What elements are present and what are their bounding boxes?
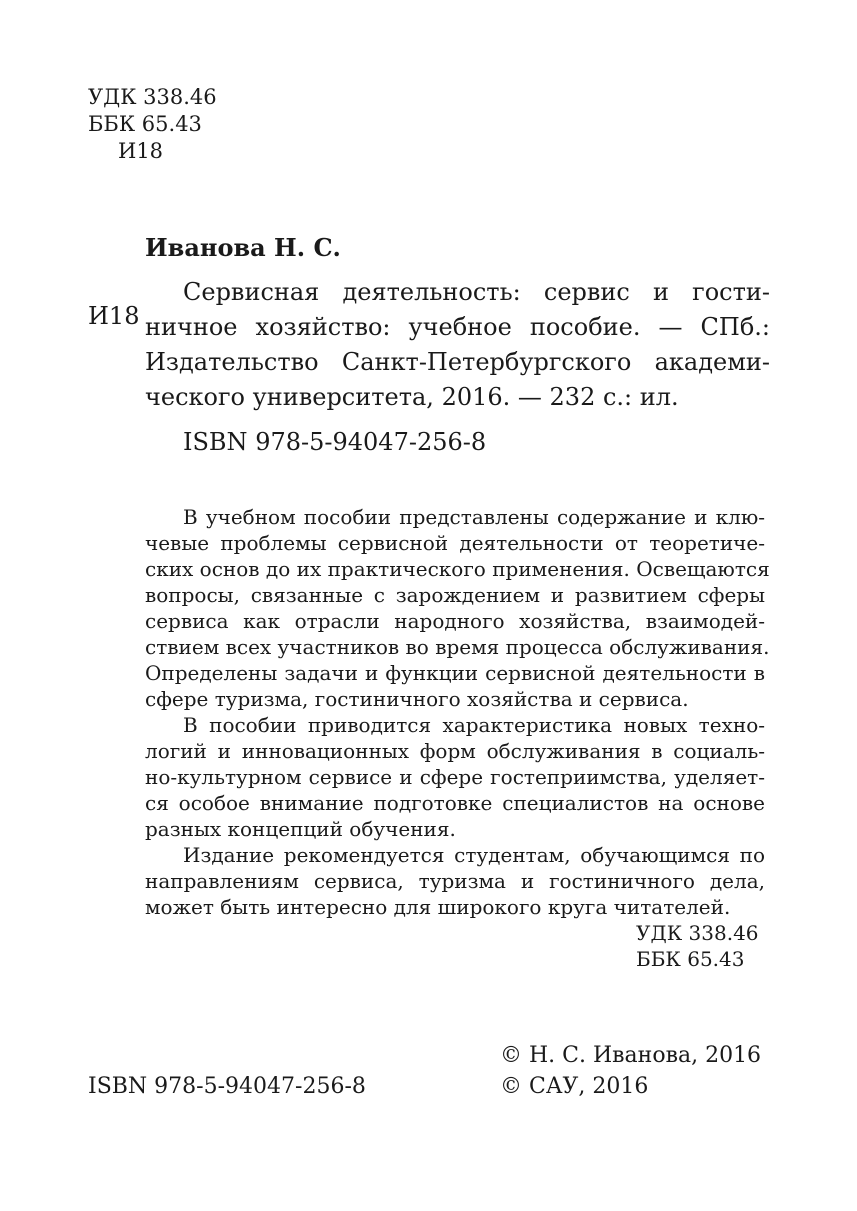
entry-isbn: ISBN 978-5-94047-256-8 — [183, 428, 487, 456]
abstract-line: вопросы, связанные с зарождением и развитием сферы — [145, 583, 765, 607]
abstract-line: ся особое внимание подготовке специалистов на основе — [145, 791, 765, 815]
abstract-line: разных концепций обучения. — [145, 817, 456, 841]
closing-bbk: ББК 65.43 — [636, 947, 745, 971]
entry-mark: И18 — [88, 302, 140, 330]
abstract-line: Определены задачи и функции сервисной деятельности в — [145, 661, 765, 685]
abstract-line: логий и инновационных форм обслуживания в социаль- — [145, 739, 765, 763]
abstract-line: сфере туризма, гостиничного хозяйства и сервиса. — [145, 687, 689, 711]
bibliographic-entry — [145, 275, 770, 415]
abstract-line: чевые проблемы сервисной деятельности от теоретиче- — [145, 531, 765, 555]
author-heading: Иванова Н. С. — [145, 233, 341, 262]
entry-line: ничное хозяйство: учебное пособие. — СПб.: — [145, 313, 770, 341]
abstract-line: В учебном пособии представлены содержание и клю- — [183, 505, 765, 529]
copyright-publisher: © САУ, 2016 — [500, 1074, 649, 1099]
abstract-line: но-культурном сервисе и сфере гостеприимства, уделяет- — [145, 765, 765, 789]
abstract-line: В пособии приводится характеристика новых техно- — [183, 713, 765, 737]
author-mark: И18 — [118, 139, 164, 163]
abstract-line: ских основ до их практического применения. Освещаются — [145, 557, 770, 581]
entry-line: Сервисная деятельность: сервис и гости- — [183, 278, 770, 306]
abstract-line: направлениям сервиса, туризма и гостиничного дела, — [145, 869, 765, 893]
abstract-line: может быть интересно для широкого круга читателей. — [145, 895, 731, 919]
footer-isbn: ISBN 978-5-94047-256-8 — [88, 1074, 366, 1099]
abstract-line: Издание рекомендуется студентам, обучающимся по — [183, 843, 765, 867]
entry-line: ческого университета, 2016. — 232 с.: ил. — [145, 383, 679, 411]
closing-udk: УДК 338.46 — [636, 921, 759, 945]
udk-code: УДК 338.46 — [88, 85, 217, 109]
abstract — [145, 504, 770, 920]
copyright-author: © Н. С. Иванова, 2016 — [500, 1043, 762, 1068]
abstract-line: сервиса как отрасли народного хозяйства, взаимодей- — [145, 609, 765, 633]
bbk-code: ББК 65.43 — [88, 112, 202, 136]
abstract-line: ствием всех участников во время процесса обслуживания. — [145, 635, 770, 659]
entry-line: Издательство Санкт-Петербургского академи- — [145, 348, 770, 376]
